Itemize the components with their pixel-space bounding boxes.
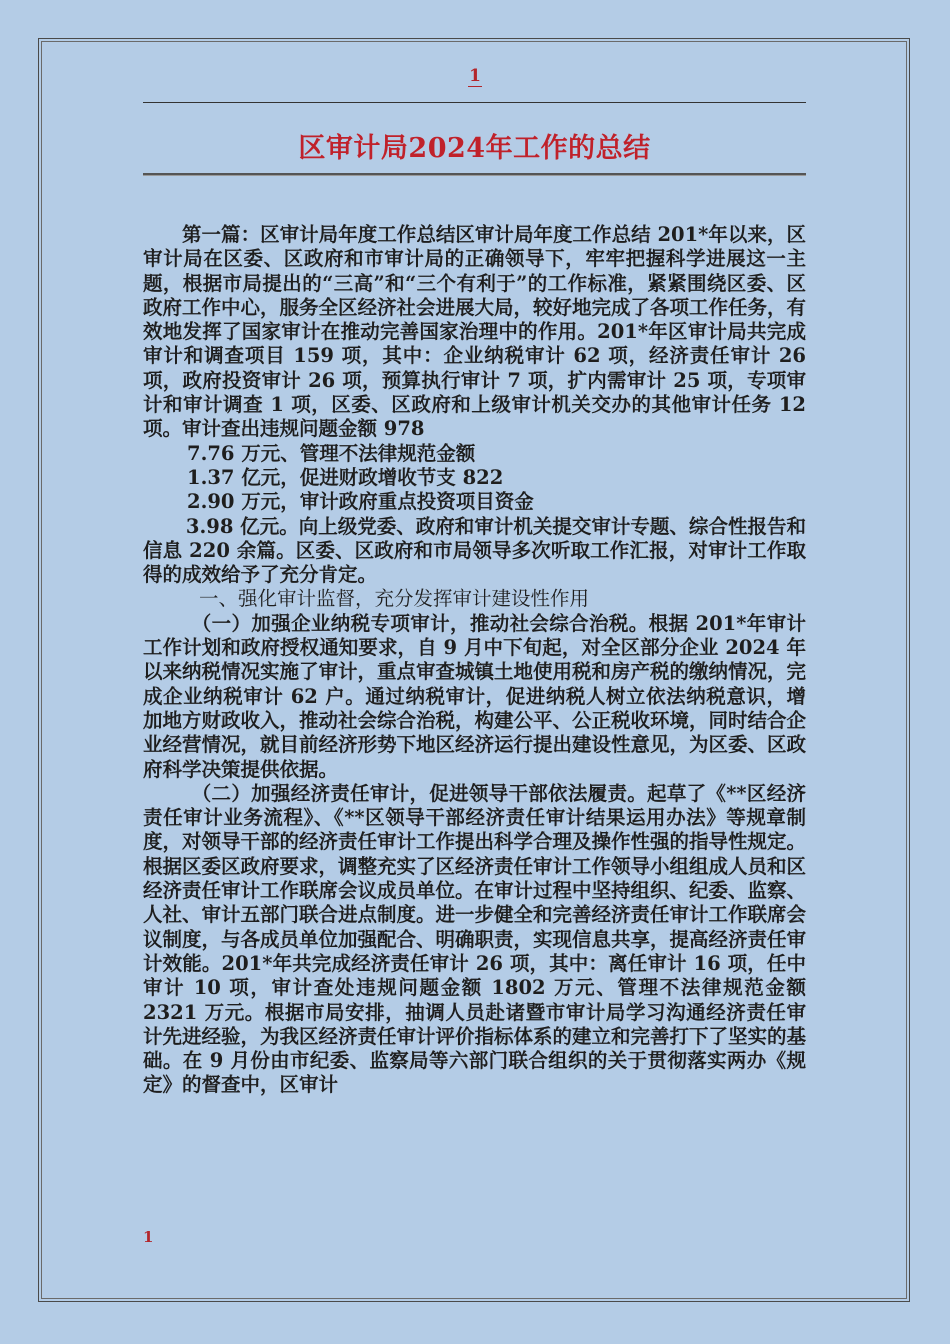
header-page-number: 1 — [469, 66, 481, 86]
title-rule — [143, 173, 806, 175]
footer-page-number: 1 — [143, 1228, 154, 1246]
document-body — [143, 223, 806, 1098]
paragraph-amount-4: 3.98 亿元。向上级党委、政府和审计机关提交审计专题、综合性报告和信息 220 余篇。区委、区政府和市局领导多次听取工作汇报，对审计工作取得的成效给予了充分肯定。 — [143, 514, 806, 587]
paragraph-amount-2: 1.37 亿元，促进财政增收节支 822 — [187, 465, 504, 489]
paragraph-economic-audit: （二）加强经济责任审计，促进领导干部依法履责。起草了《**区经济责任审计业务流程》、《**区领导干部经济责任审计结果运用办法》等规章制度，对领导干部的经济责任审计工作提出科学合理及操作性强的指导性规定。根据区委区政府要求，调整充实了区经济责任审计工作领导小组组成人员和区经济责任审计工作联席会议成员单位。在审计过程中坚持组织、纪委、监察、人社、审计五部门联合进点制度。进一步健全和完善经济责任审计工作联席会议制度，与各成员单位加强配合、明确职责，实现信息共享，提高经济责任审计效能。201*年共完成经济责任审计 26 项，其中：离任审计 16 项，任中审计 10 项，审计查处违规问题金额 1802 万元、管理不法律规范金额 2321 万元。根据市局安排，抽调人员赴诸暨市审计局学习沟通经济责任审计先进经验，为我区经济责任审计评价指标体系的建立和完善打下了坚实的基础。在 9 月份由市纪委、监察局等六部门联合组织的关于贯彻落实两办《规定》的督查中，区审计 — [143, 781, 807, 1097]
paragraph-amount-1: 7.76 万元、管理不法律规范金额 — [187, 441, 476, 465]
paragraph-tax-audit: （一）加强企业纳税专项审计，推动社会综合治税。根据 201*年审计工作计划和政府授权通知要求，自 9 月中下旬起，对全区部分企业 2024 年以来纳税情况实施了审计，重点审查城镇土地使用税和房产税的缴纳情况，完成企业纳税审计 62 户。通过纳税审计，促进纳税人树立依法纳税意识，增加地方财政收入，推动社会综合治税，构建公平、公正税收环境，同时结合企业经营情况，就目前经济形势下地区经济运行提出建设性意见，为区委、区政府科学决策提供依据。 — [143, 611, 807, 781]
document-title: 区审计局2024年工作的总结 — [298, 133, 651, 164]
header-rule — [143, 102, 806, 103]
paragraph-amount-3: 2.90 万元，审计政府重点投资项目资金 — [187, 490, 534, 514]
paragraph-intro: 第一篇：区审计局年度工作总结区审计局年度工作总结 201*年以来，区审计局在区委、区政府和市审计局的正确领导下，牢牢把握科学进展这一主题，根据市局提出的“三高”和“三个有利于”的工作标准，紧紧围绕区委、区政府工作中心，服务全区经济社会进展大局，较好地完成了各项工作任务，有效地发挥了国家审计在推动完善国家治理中的作用。201*年区审计局共完成审计和调查项目 159 项，其中：企业纳税审计 62 项，经济责任审计 26 项，政府投资审计 26 项，预算执行审计 7 项，扩内需审计 25 项，专项审计和审计调查 1 项，区委、区政府和上级审计机关交办的其他审计任务 12 项。审计查出违规问题金额 978 — [143, 223, 807, 441]
section-heading-1: 一、强化审计监督，充分发挥审计建设性作用 — [199, 587, 590, 611]
